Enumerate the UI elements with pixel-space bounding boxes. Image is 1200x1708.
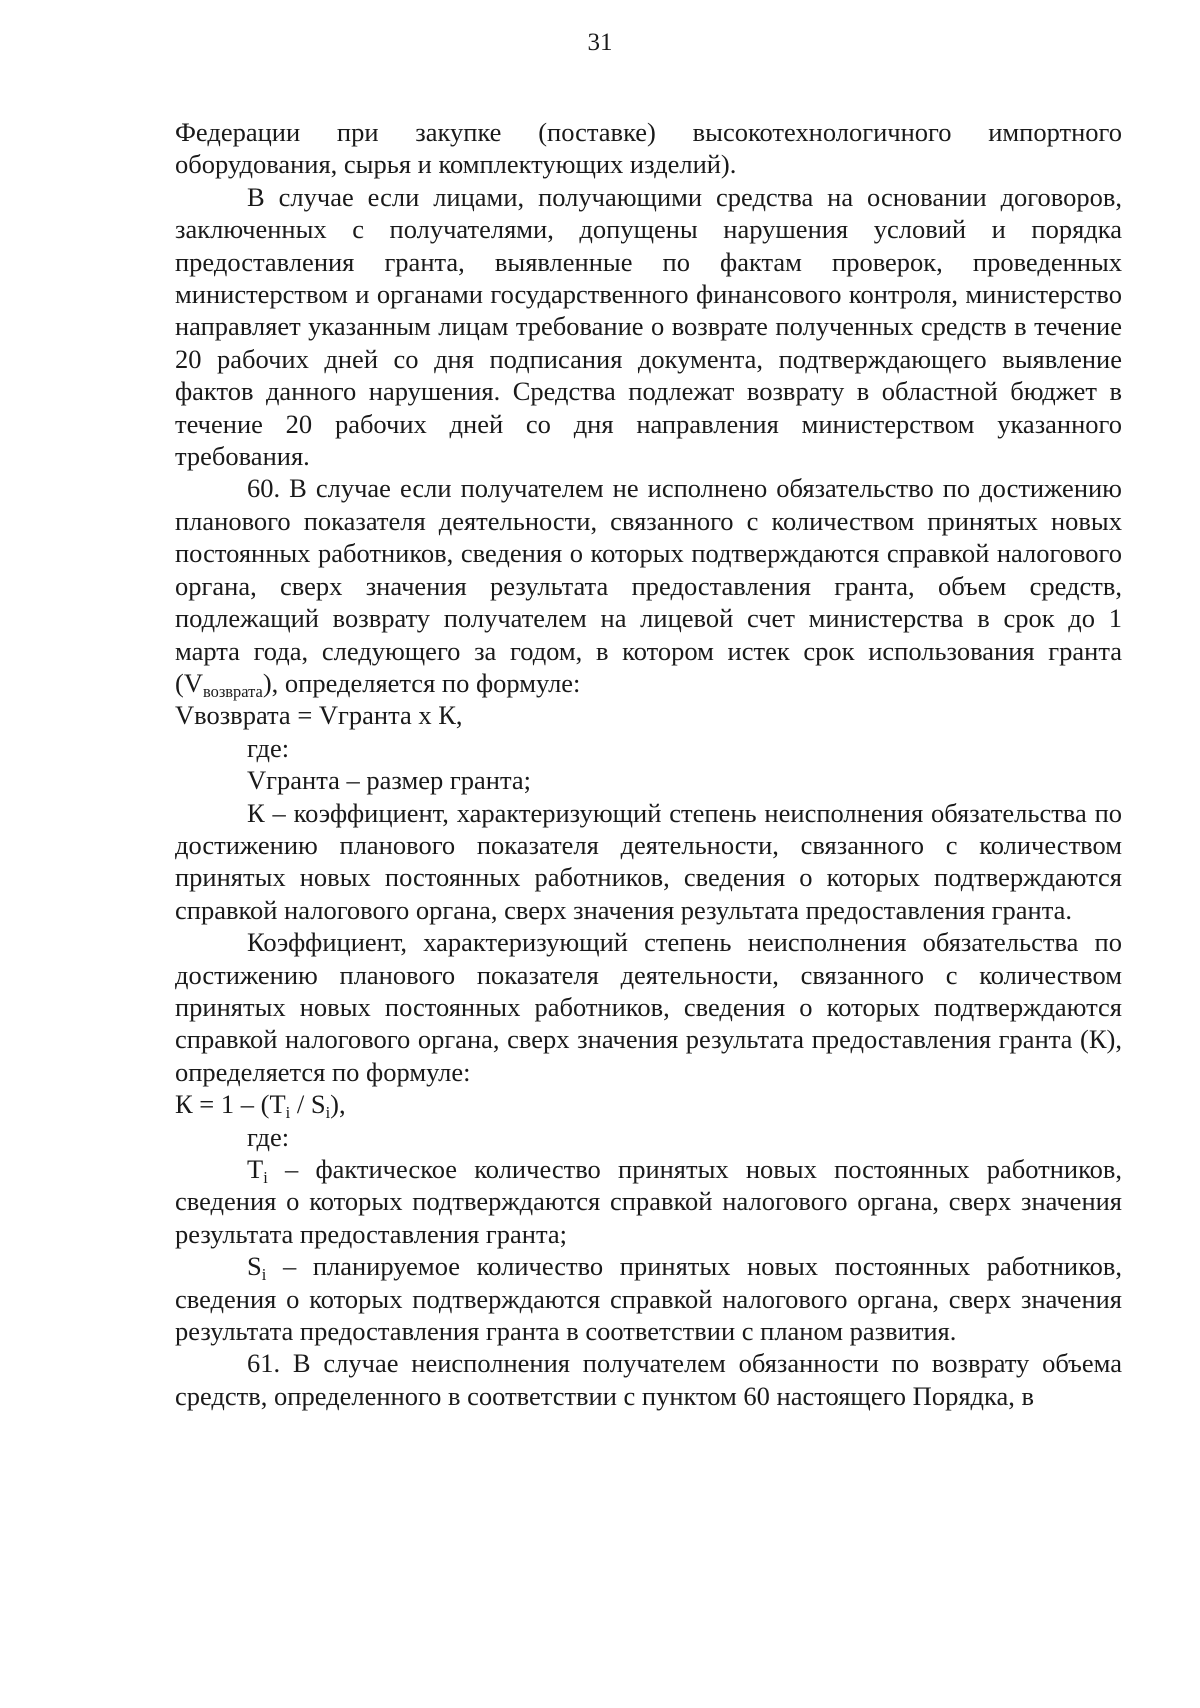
paragraph-61: 61. В случае неисполнения получателем обязанности по возврату объема средств, определенного в соответствии с пунктом 60 настоящего Порядка, в — [175, 1348, 1122, 1411]
formula-k-part-c: ), — [330, 1089, 346, 1120]
where-label-2: где: — [247, 1121, 290, 1152]
definition-si — [175, 1250, 1122, 1347]
definition-v-granta: Vгранта – размер гранта; — [247, 765, 531, 796]
formula-v-vozvrata: Vвозврата = Vгранта х К, — [175, 700, 463, 731]
definition-si-symbol: S — [247, 1251, 262, 1282]
paragraph-60-text: 60. В случае если получателем не исполнено обязательство по достижению планового показателя деятельности, связанного с количеством принятых новых постоянных работников, сведения о которых подтверждаются справкой налогового органа, сверх значения результата предоставления гранта, объем средств, подлежащий возврату получателем на лицевой счет министерства в срок до 1 марта года, следующего за годом, в котором истек срок использования гранта (V — [175, 473, 1122, 698]
paragraph-continuation: Федерации при закупке (поставке) высокотехнологичного импортного оборудования, сырья и комплектующих изделий). — [175, 117, 1122, 180]
formula-k-part-b: / S — [290, 1089, 326, 1120]
paragraph-60 — [175, 472, 1122, 699]
definition-ti — [175, 1153, 1122, 1250]
formula-k-sub-si: i — [325, 1102, 331, 1122]
paragraph-coefficient: Коэффициент, характеризующий степень неисполнения обязательства по достижению планового показателя деятельности, связанного с количеством принятых новых постоянных работников, сведения о которых подтверждаются справкой налогового органа, сверх значения результата предоставления гранта (К), определяется по формуле: — [175, 927, 1122, 1087]
formula-k-sub-ti: i — [285, 1102, 291, 1122]
formula-k-part-a: К = 1 – (T — [175, 1089, 286, 1120]
definition-si-text: – планируемое количество принятых новых постоянных работников, сведения о которых подтверждаются справкой налогового органа, сверх значения результата предоставления гранта в соответствии с планом развития. — [175, 1251, 1122, 1347]
paragraph-violations: В случае если лицами, получающими средства на основании договоров, заключенных с получателями, допущены нарушения условий и порядка предоставления гранта, выявленные по фактам проверок, проведенных министерством и органами государственного финансового контроля, министерство направляет указанным лицам требование о возврате полученных средств в течение 20 рабочих дней со дня подписания документа, подтверждающего выявление фактов данного нарушения. Средства подлежат возврату в областной бюджет в течение 20 рабочих дней со дня направления министерством указанного требования. — [175, 181, 1122, 472]
subscript-vozvrata: возврата — [202, 681, 263, 701]
paragraph-60-end: ), определяется по формуле: — [262, 667, 581, 698]
where-label-1: где: — [247, 732, 290, 763]
document-body — [175, 116, 1122, 1412]
formula-k — [175, 1088, 1122, 1120]
definition-ti-subscript: i — [263, 1167, 268, 1187]
definition-ti-text: – фактическое количество принятых новых постоянных работников, сведения о которых подтверждаются справкой налогового органа, сверх значения результата предоставления гранта; — [175, 1154, 1122, 1249]
definition-k: К – коэффициент, характеризующий степень неисполнения обязательства по достижению планового показателя деятельности, связанного с количеством принятых новых постоянных работников, сведения о которых подтверждаются справкой налогового органа, сверх значения результата предоставления гранта. — [175, 797, 1122, 925]
page-number: 31 — [587, 29, 613, 56]
definition-ti-symbol: T — [247, 1154, 264, 1184]
definition-si-subscript: i — [261, 1264, 267, 1284]
